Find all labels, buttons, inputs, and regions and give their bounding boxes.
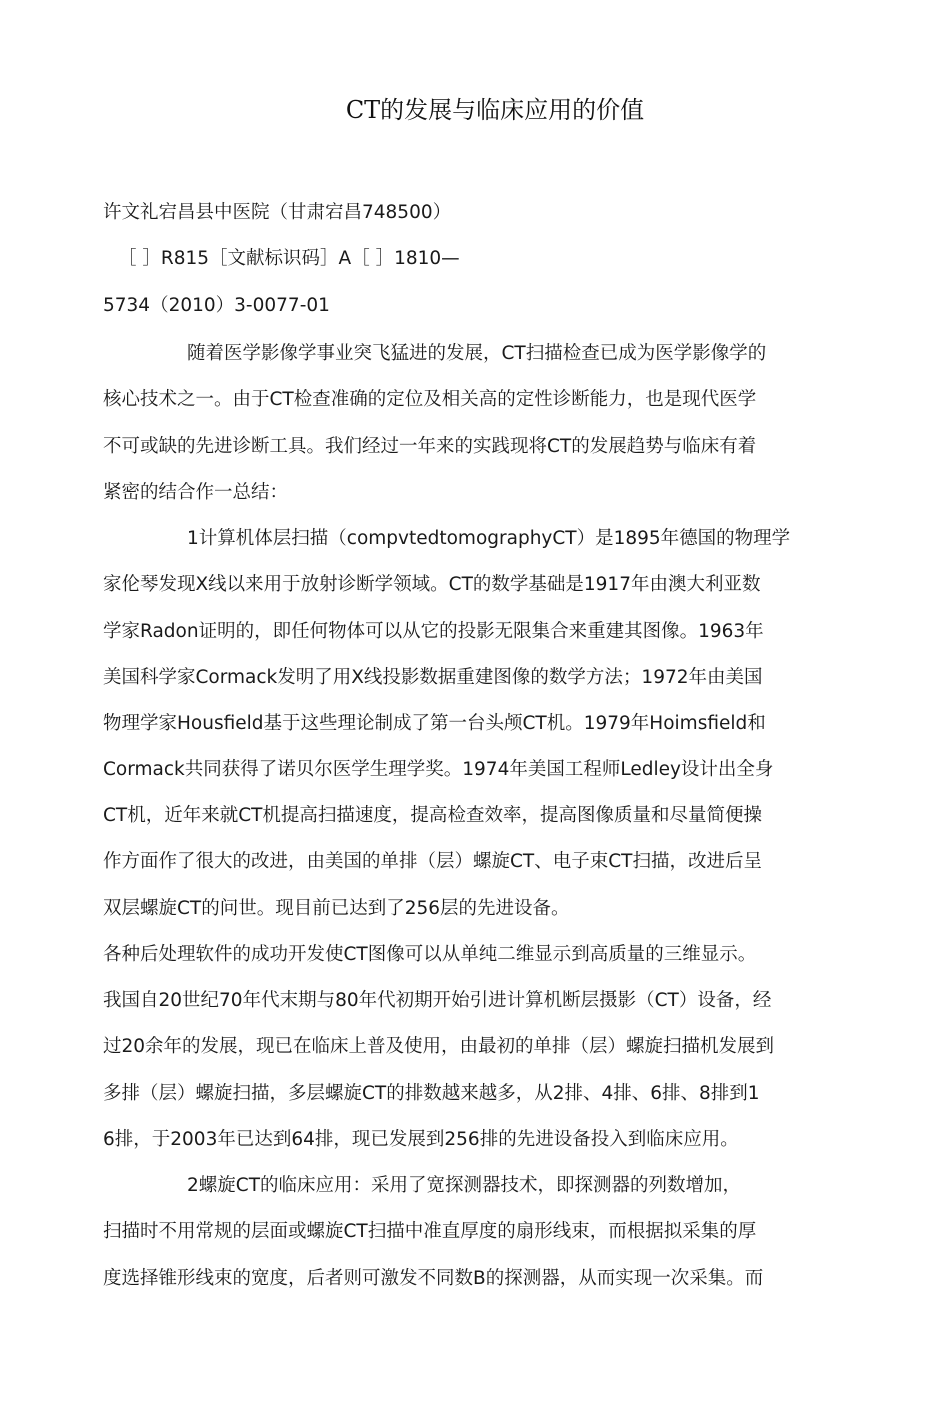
paragraph-line: 1计算机体层扫描（compvtedtomographyCT）是1895年德国的物理学 (187, 528, 791, 549)
paragraph-line: CT机，近年来就CT机提高扫描速度，提高检查效率，提高图像质量和尽量简便操 (103, 805, 762, 826)
paragraph-line: Cormack共同获得了诺贝尔医学生理学奖。1974年美国工程师Ledley设计出全身 (103, 759, 774, 780)
paragraph-line: 作方面作了很大的改进，由美国的单排（层）螺旋CT、电子束CT扫描，改进后呈 (103, 851, 762, 872)
paragraph-line: 紧密的结合作一总结： (103, 482, 289, 503)
paragraph-line: 物理学家Housfield基于这些理论制成了第一台头颅CT机。1979年Hoimsfield和 (103, 713, 766, 734)
paragraph-line: 不可或缺的先进诊断工具。我们经过一年来的实践现将CT的发展趋势与临床有着 (103, 436, 757, 457)
paragraph-line: 2螺旋CT的临床应用：采用了宽探测器技术，即探测器的列数增加， (187, 1175, 741, 1196)
paragraph-line: 多排（层）螺旋扫描，多层螺旋CT的排数越来越多，从2排、4排、6排、8排到1 (103, 1083, 760, 1104)
classification-line: ［ ］R815［文献标识码］A［ ］1810— (118, 248, 460, 269)
paragraph-line: 6排，于2003年已达到64排，现已发展到256排的先进设备投入到临床应用。 (103, 1129, 739, 1150)
paragraph-line: 各种后处理软件的成功开发使CT图像可以从单纯二维显示到高质量的三维显示。 (103, 944, 757, 965)
paragraph-line: 家伦琴发现X线以来用于放射诊断学领域。CT的数学基础是1917年由澳大利亚数 (103, 574, 761, 595)
paragraph-line: 扫描时不用常规的层面或螺旋CT扫描中准直厚度的扇形线束，而根据拟采集的厚 (103, 1221, 757, 1242)
issn-line: 5734（2010）3-0077-01 (103, 295, 330, 316)
paragraph-line: 过20余年的发展，现已在临床上普及使用，由最初的单排（层）螺旋扫描机发展到 (103, 1036, 775, 1057)
paragraph-line: 随着医学影像学事业突飞猛进的发展，CT扫描检查已成为医学影像学的 (187, 343, 767, 364)
author-line: 许文礼宕昌县中医院（甘肃宕昌748500） (103, 202, 452, 223)
paragraph-line: 美国科学家Cormack发明了用X线投影数据重建图像的数学方法；1972年由美国 (103, 667, 763, 688)
paragraph-line: 核心技术之一。由于CT检查准确的定位及相关高的定性诊断能力，也是现代医学 (103, 389, 757, 410)
paragraph-line: 学家Radon证明的，即任何物体可以从它的投影无限集合来重建其图像。1963年 (103, 621, 764, 642)
paragraph-line: 度选择锥形线束的宽度，后者则可激发不同数B的探测器，从而实现一次采集。而 (103, 1268, 764, 1289)
paragraph-line: 我国自20世纪70年代末期与80年代初期开始引进计算机断层摄影（CT）设备，经 (103, 990, 772, 1011)
paragraph-line: 双层螺旋CT的问世。现目前已达到了256层的先进设备。 (103, 898, 570, 919)
document-title: CT的发展与临床应用的价值 (345, 96, 645, 124)
